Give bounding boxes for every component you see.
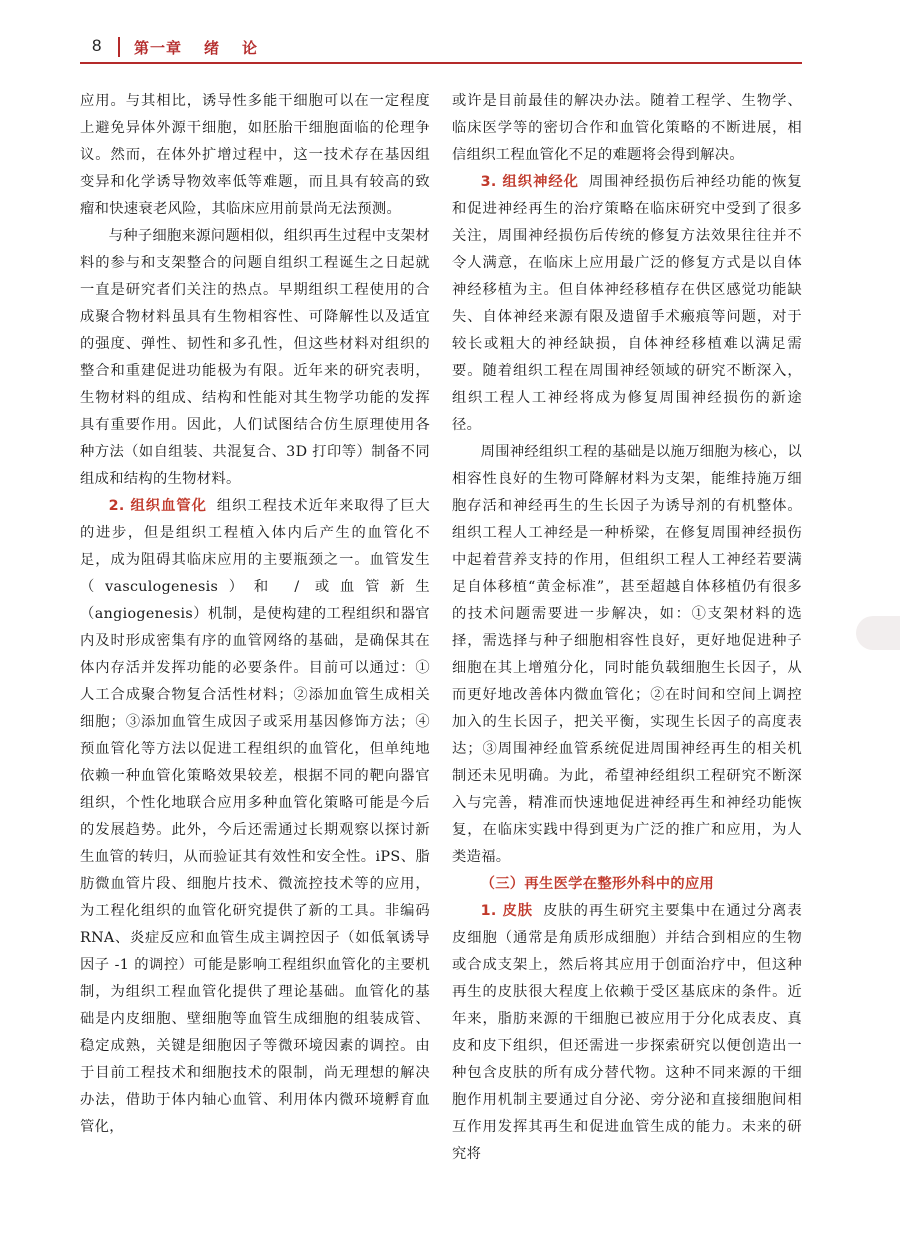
page-edge-tab <box>856 616 900 650</box>
chapter-label: 第一章 <box>134 39 183 57</box>
paragraph: 与种子细胞来源问题相似，组织再生过程中支架材料的参与和支架整合的问题自组织工程诞生之日起就一直是研究者们关注的热点。早期组织工程使用的合成聚合物材料虽具有生物相容性、可降解性以及适宜的强度、弹性、韧性和多孔性，但这些材料对组织的整合和重建促进功能极为有限。近年来的研究表明，生物材料的组成、结构和性能对其生物学功能的发挥具有重要作用。因此，人们试图结合仿生原理使用各种方法（如自组装、共混复合、3D 打印等）制备不同组成和结构的生物材料。 <box>80 228 430 487</box>
subsection-heading: 1. 皮肤 <box>480 903 534 919</box>
chapter-title-char-2: 论 <box>242 39 259 57</box>
paragraph: 周围神经组织工程的基础是以施万细胞为核心，以相容性良好的生物可降解材料为支架，能维持施万细胞存活和神经再生的生长因子为诱导剂的有机整体。组织工程人工神经是一种桥梁，在修复周围神经损伤中起着营养支持的作用，但组织工程人工神经若要满足自体移植“黄金标准”，甚至超越自体移植仍有很多的技术问题需要进一步解决，如：①支架材料的选择，需选择与种子细胞相容性良好，更好地促进种子细胞在其上增殖分化，同时能负载细胞生长因子，从而更好地改善体内微血管化；②在时间和空间上调控加入的生长因子，把关平衡，实现生长因子的高度表达；③周围神经血管系统促进周围神经再生的相关机制还未见明确。为此，希望神经组织工程研究不断深入与完善，精准而快速地促进神经再生和神经功能恢复，在临床实践中得到更为广泛的推广和应用，为人类造福。 <box>452 444 802 865</box>
paragraph-text: 组织工程技术近年来取得了巨大的进步，但是组织工程植入体内后产生的血管化不足，成为阻碍其临床应用的主要瓶颈之一。血管发生（vasculogenesis）和 / 或血管新生（angiogenesis）机制，是使构建的工程组织和器官内及时形成密集有序的血管网络的基础，是确保其在体内存活并发挥功能的必要条件。目前可以通过：①人工合成聚合物复合活性材料；②添加血管生成相关细胞；③添加血管生成因子或采用基因修饰方法；④预血管化等方法以促进工程组织的血管化，但单纯地依赖一种血管化策略效果较差，根据不同的靶向器官组织，个性化地联合应用多种血管化策略可能是今后的发展趋势。此外，今后还需通过长期观察以探讨新生血管的转归，从而验证其有效性和安全性。iPS、脂肪微血管片段、细胞片技术、微流控技术等的应用，为工程化组织的血管化研究提供了新的工具。非编码 RNA、炎症反应和血管生成主调控因子（如低氧诱导因子 -1 的调控）可能是影响工程组织血管化的主要机制，为组织工程血管化提供了理论基础。血管化的基础是内皮细胞、壁细胞等血管生成细胞的组装成管、稳定成熟，关键是细胞因子等微环境因素的调控。由于目前工程技术和细胞技术的限制，尚无理想的解决办法，借助于体内轴心血管、利用体内微环境孵育血管化， <box>80 498 430 1135</box>
header-separator <box>118 37 120 57</box>
paragraph-text: 周围神经损伤后神经功能的恢复和促进神经再生的治疗策略在临床研究中受到了很多关注，周围神经损伤后传统的修复方法效果往往并不令人满意，在临床上应用最广泛的修复方式是以自体神经移植为主。但自体神经移植存在供区感觉功能缺失、自体神经来源有限及遗留手术瘢痕等问题，对于较长或粗大的神经缺损，自体神经移植难以满足需要。随着组织工程在周围神经领域的研究不断深入，组织工程人工神经将成为修复周围神经损伤的新途径。 <box>452 174 802 433</box>
paragraph: 或许是目前最佳的解决办法。随着工程学、生物学、临床医学等的密切合作和血管化策略的不断进展，相信组织工程血管化不足的难题将会得到解决。 <box>452 93 802 163</box>
paragraph-text: 皮肤的再生研究主要集中在通过分离表皮细胞（通常是角质形成细胞）并结合到相应的生物或合成支架上，然后将其应用于创面治疗中，但这种再生的皮肤很大程度上依赖于受区基底床的条件。近年来，脂肪来源的干细胞已被应用于分化成表皮、真皮和皮下组织，但还需进一步探索研究以便创造出一种包含皮肤的所有成分替代物。这种不同来源的干细胞作用机制主要通过自分泌、旁分泌和直接细胞间相互作用发挥其再生和促进血管生成的能力。未来的研究将 <box>452 903 802 1162</box>
paragraph-with-heading <box>452 898 802 1168</box>
subsection-heading: 3. 组织神经化 <box>480 174 579 190</box>
subsection-heading: 2. 组织血管化 <box>108 498 207 514</box>
paragraph-with-heading <box>80 493 430 1141</box>
header-rule <box>80 62 802 64</box>
chapter-title <box>134 37 258 58</box>
paragraph-with-heading <box>452 169 802 439</box>
chapter-title-char-1: 绪 <box>204 39 221 57</box>
page-number: 8 <box>92 36 102 55</box>
section-heading: （三）再生医学在整形外科中的应用 <box>480 876 715 892</box>
page-header <box>80 34 802 66</box>
left-column <box>80 88 430 1141</box>
right-column <box>452 88 802 1168</box>
paragraph: 应用。与其相比，诱导性多能干细胞可以在一定程度上避免异体外源干细胞，如胚胎干细胞面临的伦理争议。然而，在体外扩增过程中，这一技术存在基因组变异和化学诱导物效率低等难题，而且具有较高的致瘤和快速衰老风险，其临床应用前景尚无法预测。 <box>80 93 430 217</box>
